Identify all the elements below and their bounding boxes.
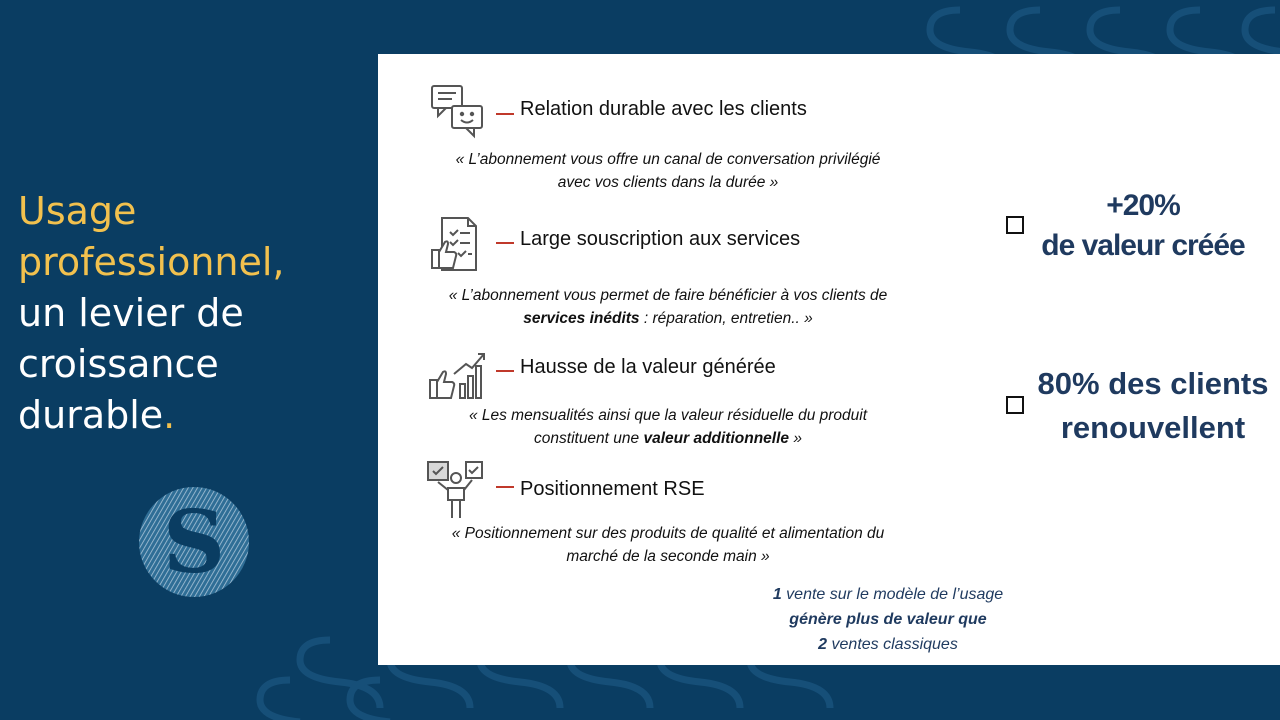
company-logo — [138, 486, 250, 598]
growth-chart-thumbs-up-icon — [428, 344, 488, 404]
title-line-2: professionnel, — [18, 240, 285, 284]
title-line-1: Usage — [18, 189, 137, 233]
quote-line: » — [789, 430, 802, 447]
title-period: . — [163, 393, 176, 437]
quote-line: « Les mensualités ainsi que la valeur résiduelle du produit — [468, 407, 868, 424]
footer-text-bold: génère plus de valeur que — [789, 611, 987, 628]
checklist-thumbs-up-icon — [428, 214, 488, 274]
item-dash — [496, 486, 514, 488]
stat-renouvellement — [1028, 362, 1278, 450]
logo-letter: S — [162, 492, 226, 593]
quote-line: avec vos clients dans la durée » — [557, 174, 779, 191]
stat-checkbox-renewal[interactable] — [1006, 396, 1024, 414]
item-quote-valeur — [408, 404, 928, 450]
footer-note — [718, 582, 1058, 657]
item-quote-relation — [408, 148, 928, 194]
item-dash — [496, 113, 514, 115]
quote-bold: valeur additionnelle — [643, 430, 790, 447]
content-panel — [378, 54, 1280, 665]
item-title-valeur: Hausse de la valeur générée — [520, 356, 776, 378]
stat-value: +20% — [1106, 189, 1180, 222]
item-quote-rse — [408, 522, 928, 568]
quote-line: « L’abonnement vous offre un canal de conversation privilégié — [455, 151, 881, 168]
item-title-souscription: Large souscription aux services — [520, 228, 801, 250]
stat-label: renouvellent — [1060, 410, 1246, 445]
quote-line: constituent une — [534, 430, 644, 447]
stat-valeur-creee — [1018, 186, 1268, 266]
quote-line: « L’abonnement vous permet de faire bénéficier à vos clients de — [448, 287, 888, 304]
footer-number: 2 — [818, 636, 828, 653]
title-line-3: un levier de — [18, 291, 244, 335]
item-dash — [496, 242, 514, 244]
item-title-relation: Relation durable avec les clients — [520, 98, 807, 120]
slide-title — [18, 186, 358, 441]
item-quote-souscription — [408, 284, 928, 330]
quote-line: « Positionnement sur des produits de qualité et alimentation du — [451, 525, 885, 542]
quote-line: : réparation, entretien.. » — [639, 310, 813, 327]
title-line-4: croissance — [18, 342, 219, 386]
quote-line: marché de la seconde main » — [566, 548, 770, 565]
footer-number: 1 — [772, 586, 782, 603]
footer-text: ventes classiques — [827, 636, 958, 653]
stat-label: de valeur créée — [1041, 229, 1245, 262]
item-dash — [496, 370, 514, 372]
quote-bold: services inédits — [523, 310, 640, 327]
title-line-5: durable — [18, 393, 164, 437]
item-title-rse: Positionnement RSE — [520, 478, 705, 500]
chat-bubbles-icon — [428, 82, 488, 142]
footer-text: vente sur le modèle de l’usage — [781, 586, 1004, 603]
person-checkboxes-icon — [426, 460, 486, 520]
stat-value: 80% des clients — [1037, 366, 1269, 401]
